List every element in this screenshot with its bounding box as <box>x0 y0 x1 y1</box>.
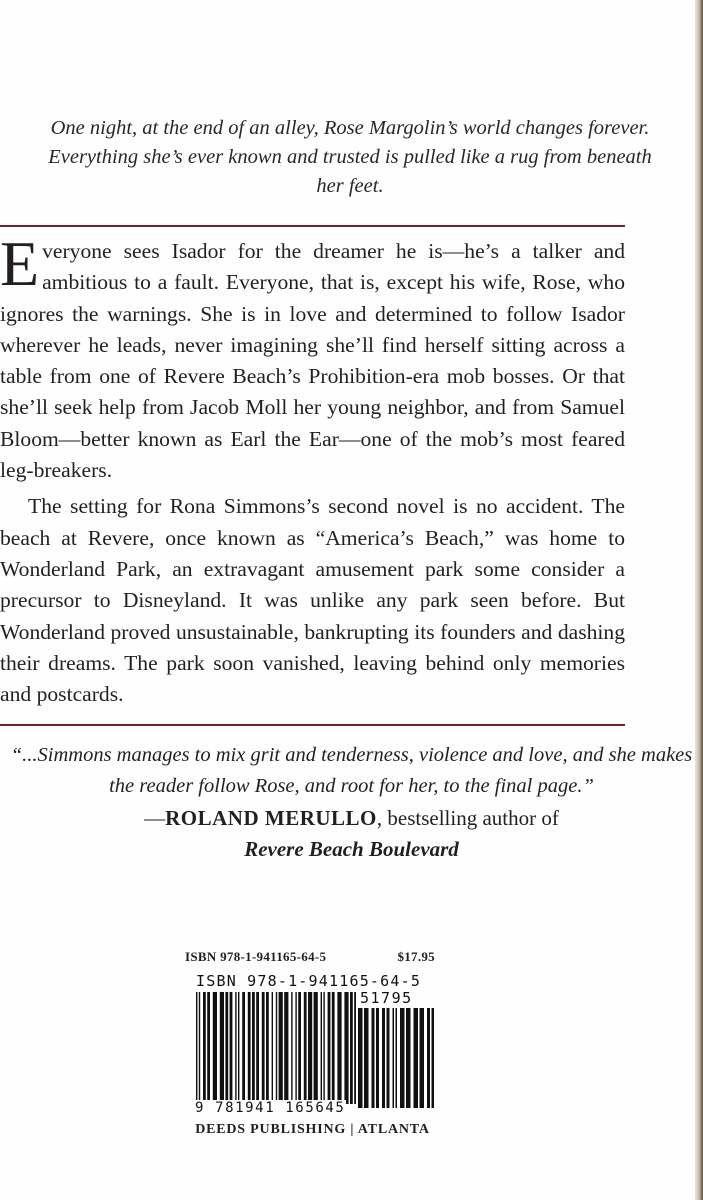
barcode-bar <box>427 1008 430 1108</box>
barcode-bar <box>328 992 331 1104</box>
barcode-bar <box>387 1008 390 1108</box>
barcode-bar <box>372 1008 375 1108</box>
barcode-bar <box>284 992 288 1104</box>
drop-cap: E <box>0 228 40 299</box>
barcode-bar <box>213 992 217 1104</box>
barcode-bar <box>400 1008 405 1108</box>
attribution-dash: — <box>144 806 166 830</box>
barcode-bar <box>272 992 273 1104</box>
synopsis-paragraph-1 <box>0 228 625 486</box>
divider-bottom <box>0 724 625 726</box>
barcode-bar <box>238 992 239 1104</box>
isbn-ocr-text: ISBN 978-1-941165-64-5 <box>196 972 422 990</box>
barcode-bar <box>298 992 301 1104</box>
synopsis <box>0 228 625 710</box>
review-quote: “...Simmons manages to mix grit and tenderness, violence and love, and she makes the reader follow Rose, and root for her, to the final page.” <box>10 744 693 797</box>
ean-barcode-bars <box>196 992 356 1104</box>
barcode-bar <box>291 992 292 1104</box>
barcode-bar <box>350 992 353 1104</box>
barcode-bar <box>203 992 206 1104</box>
paragraph-1-text: veryone sees Isador for the dreamer he is—he’s a talker and ambitious to a fault. Everyone, that is, except his wife, Rose, who ignores the warnings. She is in love and determined to follow Isador wherever he leads, never imagining she’ll find herself sitting across a table from one of Revere Beach’s Prohibition-era mob bosses. Or that she’ll seek help from Jacob Moll her young neighbor, and from Samuel Bloom—better known as Earl the Ear—one of the mob’s most feared leg-breakers. <box>0 239 625 483</box>
barcode-bar <box>220 992 224 1104</box>
price-code-digits: 51795 <box>360 989 413 1007</box>
barcode-bar <box>262 992 265 1104</box>
barcode-bar <box>323 992 324 1104</box>
barcode-bar <box>382 1008 385 1108</box>
review-author: ROLAND MERULLO <box>165 806 377 830</box>
barcode-bar <box>225 992 228 1104</box>
barcode-bar <box>420 1008 425 1108</box>
barcode-bar <box>252 992 255 1104</box>
barcode-bar <box>321 992 322 1104</box>
ean-digits: 9 781941 165645 <box>195 1100 346 1116</box>
barcode-bar <box>295 992 296 1104</box>
barcode-bar <box>396 1008 398 1108</box>
synopsis-paragraph-2: The setting for Rona Simmons’s second novel is no accident. The beach at Revere, once known as “America’s Beach,” was home to Wonderland Park, an extravagant amusement park some consider a precursor to Disneyland. It was unlike any park seen before. But Wonderland proved unsustainable, bankrupting its founders and dashing their dreams. The park soon vanished, leaving behind only memories and postcards. <box>0 494 625 707</box>
barcode-bar <box>235 992 236 1104</box>
barcode-bar <box>276 992 277 1104</box>
price-addon-bars <box>358 1008 434 1108</box>
barcode-bar <box>364 1008 369 1108</box>
barcode-bar <box>279 992 283 1104</box>
tagline: One night, at the end of an alley, Rose Margolin’s world changes forever. Everything she’s ever known and trusted is pulled like a rug from beneath her feet. <box>48 117 652 197</box>
barcode-bar <box>248 992 251 1104</box>
barcode-bar <box>199 992 200 1104</box>
isbn-label: ISBN 978-1-941165-64-5 <box>185 949 327 964</box>
barcode-bar <box>207 992 210 1104</box>
isbn-price-line <box>185 949 435 965</box>
review-book-title: Revere Beach Boulevard <box>244 837 459 861</box>
barcode-bar <box>344 992 348 1104</box>
barcode-bar <box>376 1008 379 1108</box>
barcode-bar <box>304 992 307 1104</box>
price-label: $17.95 <box>397 949 435 964</box>
book-spine-edge <box>695 0 703 1200</box>
divider-top <box>0 225 625 227</box>
barcode-bar <box>256 992 259 1104</box>
barcode-bar <box>196 992 197 1104</box>
barcode-bar <box>308 992 312 1104</box>
barcode-bar <box>230 992 233 1104</box>
barcode-bar <box>414 1008 419 1108</box>
barcode <box>190 968 445 1118</box>
barcode-bar <box>242 992 245 1104</box>
barcode-bar <box>337 992 341 1104</box>
barcode-bar <box>266 992 269 1104</box>
review-author-suffix: , bestselling author of <box>376 806 559 830</box>
review-attribution <box>0 802 703 834</box>
barcode-bar <box>432 1008 435 1108</box>
barcode-bar <box>314 992 318 1104</box>
barcode-bar <box>393 1008 395 1108</box>
barcode-bar <box>406 1008 411 1108</box>
publisher-imprint: DEEDS PUBLISHING | ATLANTA <box>195 1122 430 1137</box>
barcode-bar <box>332 992 335 1104</box>
review-blurb <box>0 740 703 864</box>
barcode-bar <box>354 992 356 1104</box>
barcode-bar <box>358 1008 363 1108</box>
